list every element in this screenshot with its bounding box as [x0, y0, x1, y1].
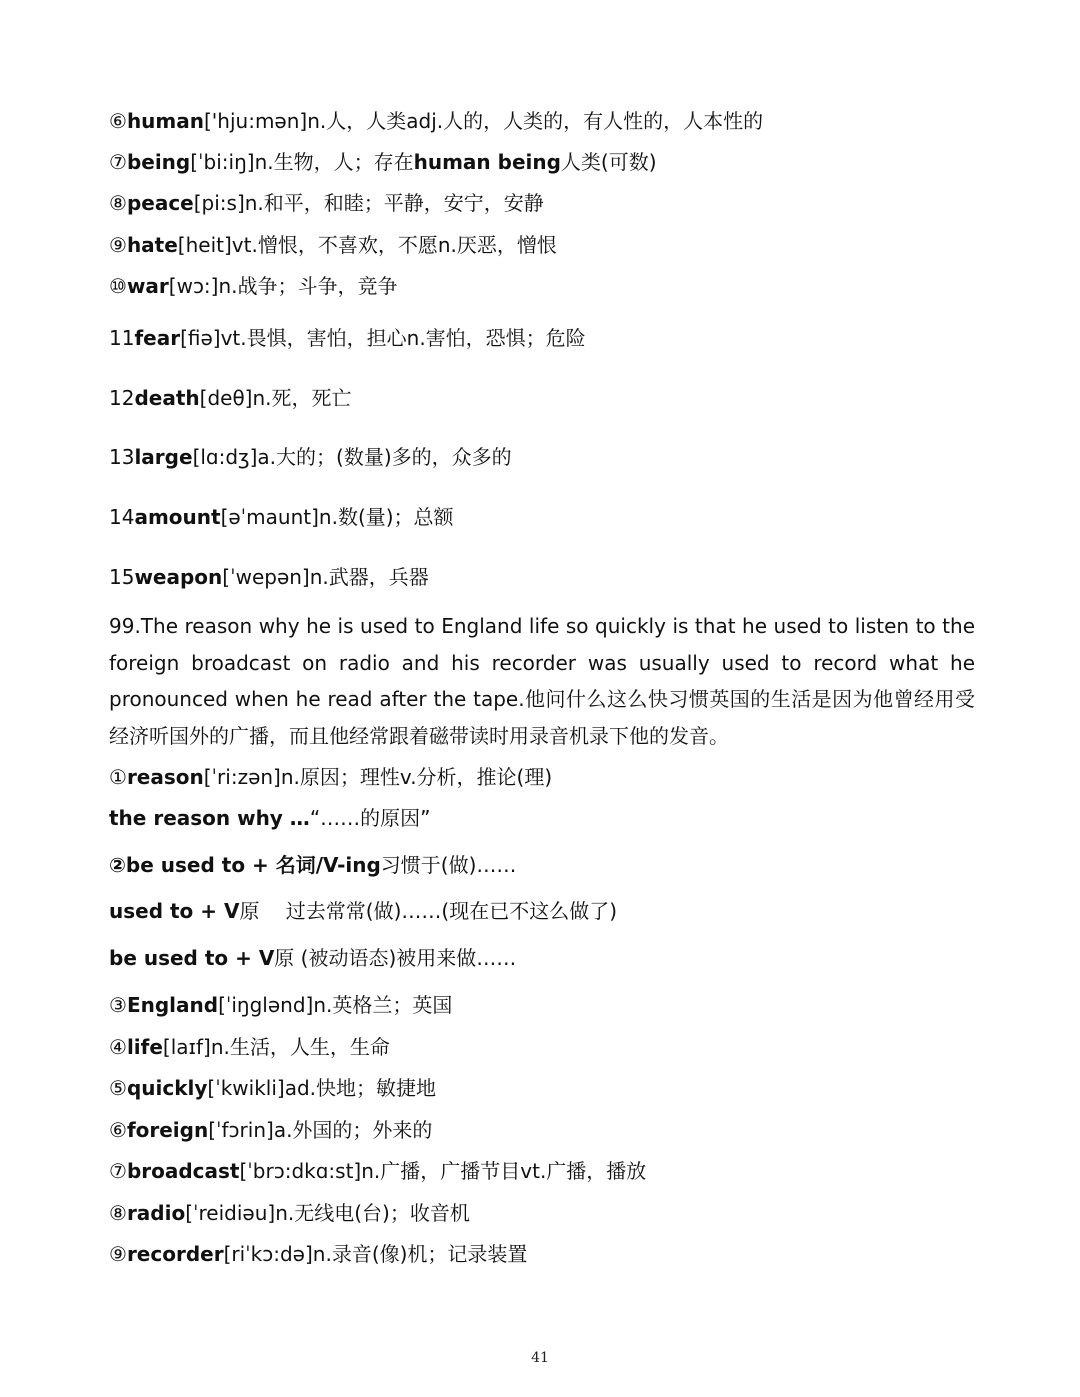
- entry-word: fear: [134, 326, 181, 350]
- entry-word: large: [134, 445, 193, 469]
- entry-number: ④: [109, 1035, 127, 1059]
- phrase-meaning: 原 (被动语态)被用来做……: [274, 946, 517, 970]
- entry-number: 15: [109, 565, 135, 589]
- entry-number: ⑥: [109, 109, 127, 133]
- entry-word: broadcast: [126, 1159, 240, 1183]
- vocab-entry-hate: [109, 232, 557, 258]
- phrase-be-used-to-v: [109, 945, 516, 971]
- entry-word: life: [126, 1035, 163, 1059]
- vocab-entry-radio: [109, 1200, 470, 1226]
- entry-word: amount: [134, 505, 221, 529]
- entry-number: ⑦: [109, 1159, 127, 1183]
- entry-phonetic: [heit]: [177, 233, 232, 257]
- entry-meaning: vt.畏惧，害怕，担心: [220, 326, 407, 350]
- entry-number: ⑥: [109, 1118, 127, 1142]
- entry-phonetic: [ˈri:zən]: [203, 765, 281, 789]
- entry-meaning-2: n.害怕，恐惧；危险: [406, 326, 586, 350]
- entry-word: England: [126, 993, 219, 1017]
- entry-meaning: n.英格兰；英国: [313, 993, 453, 1017]
- entry-phonetic: [ˈfɔrin]: [208, 1118, 274, 1142]
- entry-number: ⑦: [109, 150, 127, 174]
- entry-meaning: n.死，死亡: [252, 386, 352, 410]
- vocab-entry-life: [109, 1034, 390, 1060]
- entry-word: being: [126, 150, 191, 174]
- entry-meaning: n.无线电(台)；收音机: [275, 1201, 470, 1225]
- entry-word: death: [134, 386, 200, 410]
- entry-meaning: a.大的；(数量)多的，众多的: [257, 445, 512, 469]
- phrase-meaning: “……的原因”: [309, 806, 431, 830]
- entry-word: weapon: [134, 565, 223, 589]
- vocab-entry-war: [109, 273, 398, 299]
- entry-phonetic: [ˈbrɔ:dkɑ:st]: [239, 1159, 362, 1183]
- phrase-used-to-v: [109, 898, 617, 924]
- phrase-pattern: ②be used to + 名词/V-ing: [109, 853, 381, 877]
- entry-meaning: a.外国的；外来的: [273, 1118, 433, 1142]
- entry-phonetic: [ˈiŋglənd]: [218, 993, 314, 1017]
- entry-number: ⑩: [109, 274, 127, 298]
- entry-meaning: n.录音(像)机；记录装置: [312, 1242, 528, 1266]
- phrase-the-reason-why: [109, 805, 431, 831]
- entry-number: ⑨: [109, 1242, 127, 1266]
- entry-phonetic: [lɑ:dʒ]: [192, 445, 258, 469]
- vocab-entry-quickly: [109, 1075, 436, 1101]
- vocab-entry-foreign: [109, 1117, 432, 1143]
- entry-meaning: n.战争；斗争，竞争: [218, 274, 398, 298]
- phrase-pattern: used to + V: [109, 899, 240, 923]
- entry-phonetic: [riˈkɔ:də]: [223, 1242, 313, 1266]
- vocab-entry-england: [109, 992, 452, 1018]
- entry-word: radio: [126, 1201, 186, 1225]
- entry-phonetic: [fiə]: [180, 326, 221, 350]
- page-number: 41: [531, 1350, 549, 1366]
- entry-phonetic: [laɪf]: [162, 1035, 211, 1059]
- entry-phonetic: [pi:s]: [193, 191, 245, 215]
- entry-meaning: vt.憎恨，不喜欢，不愿: [231, 233, 438, 257]
- entry-meaning-2: adj.人的，人类的，有人性的，人本性的: [406, 109, 764, 133]
- entry-meaning: n.生活，人生，生命: [210, 1035, 390, 1059]
- entry-word: foreign: [126, 1118, 209, 1142]
- entry-number: 12: [109, 386, 135, 410]
- entry-number: ⑧: [109, 1201, 127, 1225]
- phrase-be-used-to-noun: [109, 852, 516, 878]
- entry-phonetic: [əˈmaunt]: [220, 505, 319, 529]
- entry-word: recorder: [126, 1242, 224, 1266]
- entry-word: hate: [126, 233, 178, 257]
- entry-word: reason: [126, 765, 204, 789]
- vocab-entry-large: [109, 444, 512, 470]
- entry-meaning-2: v.分析，推论(理): [399, 765, 553, 789]
- entry-meaning: n.人，人类: [307, 109, 407, 133]
- entry-meaning: n.和平，和睦；平静，安宁，安静: [244, 191, 544, 215]
- entry-meaning: n.生物，人；存在: [254, 150, 414, 174]
- entry-meaning: n.广播，广播节目: [361, 1159, 521, 1183]
- entry-word: quickly: [126, 1076, 208, 1100]
- entry-phrase-meaning: 人类(可数): [560, 150, 657, 174]
- entry-number: 14: [109, 505, 135, 529]
- entry-phonetic: [deθ]: [199, 386, 253, 410]
- vocab-entry-being: [109, 149, 657, 175]
- entry-number: ⑧: [109, 191, 127, 215]
- entry-meaning: n.数(量)；总额: [318, 505, 454, 529]
- vocab-entry-broadcast: [109, 1158, 646, 1184]
- example-sentence-99: 99.The reason why he is used to England life so quickly is that he used to listen to the foreign broadcast on radio and his recorder was usually used to record what he pronounced when he read after the tape.他问什么这么快习惯英国的生活是因为他曾经用受经济听国外的广播，而且他经常跟着磁带读时用录音机录下他的发音。: [109, 614, 975, 748]
- entry-phonetic: [wɔ:]: [168, 274, 219, 298]
- entry-phonetic: ['hju:mən]: [204, 109, 308, 133]
- entry-meaning-2: n.厌恶，憎恨: [437, 233, 557, 257]
- entry-phonetic: [ˈreidiəu]: [185, 1201, 276, 1225]
- phrase-meaning: 原 过去常常(做)……(现在已不这么做了): [239, 899, 618, 923]
- phrase-meaning: 习惯于(做)……: [380, 853, 517, 877]
- entry-phonetic: [ˈbi:iŋ]: [190, 150, 255, 174]
- entry-meaning-2: vt.广播，播放: [520, 1159, 647, 1183]
- entry-meaning: ad.快地；敏捷地: [284, 1076, 437, 1100]
- vocab-entry-weapon: [109, 564, 429, 590]
- entry-number: ①: [109, 765, 127, 789]
- entry-word: human: [126, 109, 204, 133]
- entry-phonetic: [ˈkwikli]: [207, 1076, 285, 1100]
- vocab-entry-reason: [109, 764, 552, 790]
- vocab-entry-death: [109, 385, 352, 411]
- entry-word: war: [126, 274, 169, 298]
- vocab-entry-peace: [109, 190, 544, 216]
- entry-number: 11: [109, 326, 135, 350]
- entry-number: ⑤: [109, 1076, 127, 1100]
- phrase-pattern: the reason why …: [109, 806, 310, 830]
- phrase-pattern: be used to + V: [109, 946, 275, 970]
- entry-phrase: human being: [413, 150, 561, 174]
- vocab-entry-human: [109, 108, 763, 134]
- entry-number: 13: [109, 445, 135, 469]
- entry-number: ③: [109, 993, 127, 1017]
- entry-meaning: n.武器，兵器: [309, 565, 429, 589]
- entry-meaning: n.原因；理性: [280, 765, 400, 789]
- vocab-entry-fear: [109, 325, 586, 351]
- entry-phonetic: [ˈwepən]: [222, 565, 310, 589]
- entry-word: peace: [126, 191, 194, 215]
- vocab-entry-amount: [109, 504, 454, 530]
- entry-number: ⑨: [109, 233, 127, 257]
- vocab-entry-recorder: [109, 1241, 527, 1267]
